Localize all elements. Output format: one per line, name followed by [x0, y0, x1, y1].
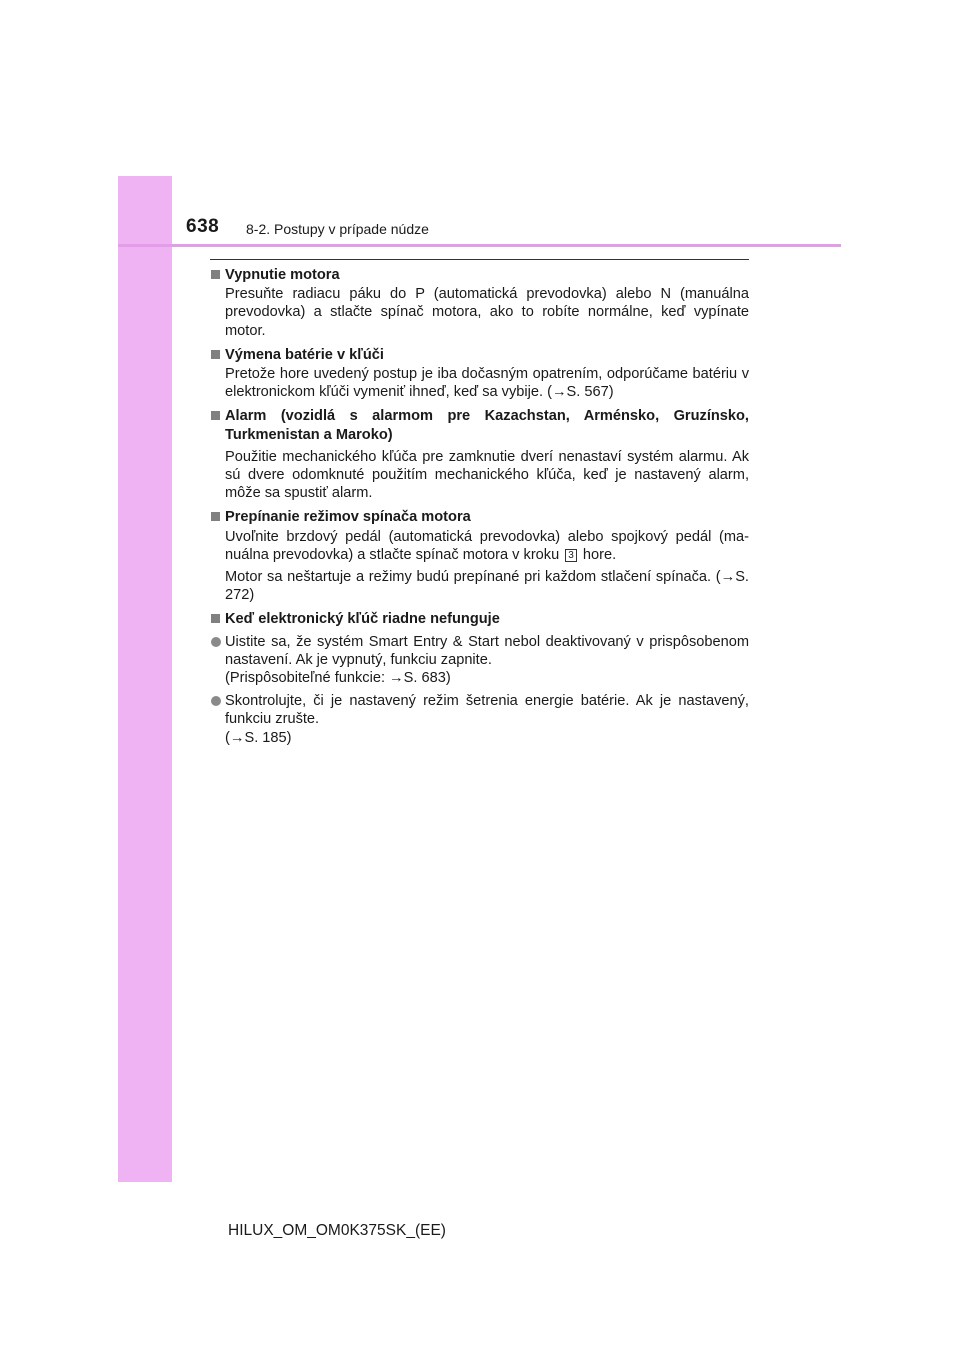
circle-bullet-icon: [211, 637, 221, 647]
step-number-badge: 3: [565, 549, 577, 562]
list-item: Uistite sa, že systém Smart Entry & Start nebol deaktivovaný v prispôsobenom nastavení. Ak je vypnutý, funkciu zapnite. (Prispôsobiteľné funkcie: →S. 683): [210, 633, 749, 688]
page-number: 638: [186, 216, 220, 237]
section-title: Alarm (vozidlá s alarmom pre Kazachstan, Arménsko, Gruzínsko, Turkmenistan a Maroko): [225, 408, 749, 443]
document-code: HILUX_OM_OM0K375SK_(EE): [228, 1222, 446, 1239]
section-key-battery: [210, 346, 749, 402]
header-divider: [118, 244, 841, 247]
section-switch-modes: [210, 508, 749, 604]
section-title: Výmena batérie v kľúči: [225, 346, 384, 363]
square-bullet-icon: [211, 350, 220, 359]
section-text: Uvoľnite brzdový pedál (automatická prevodovka) alebo spojkový pedál (manuálna prevodovka) a stlačte spínač motora v kroku 3 hore.: [225, 528, 749, 563]
section-title: Prepínanie režimov spínača motora: [225, 509, 471, 526]
content-divider: [210, 259, 749, 260]
chapter-title: 8-2. Postupy v prípade núdze: [246, 221, 429, 237]
section-text: Použitie mechanického kľúča pre zamknutie dverí nenastaví systém alarmu. Ak sú dvere odomknuté použitím mechanického kľúča, keď je nastavený alarm, môže sa spustiť alarm.: [225, 448, 749, 502]
circle-bullet-icon: [211, 696, 221, 706]
square-bullet-icon: [211, 270, 220, 279]
section-title: Keď elektronický kľúč riadne nefunguje: [225, 611, 500, 628]
section-text: Motor sa neštartuje a režimy budú prepínané pri každom stlačení spínača. (→S. 272): [225, 569, 749, 604]
page-content: [210, 266, 749, 747]
section-title: Vypnutie motora: [225, 267, 340, 283]
square-bullet-icon: [211, 512, 220, 521]
list-item: Skontrolujte, či je nastavený režim šetrenia energie batérie. Ak je nastavený, funkciu zrušte. (→S. 185): [210, 692, 749, 747]
square-bullet-icon: [211, 411, 220, 420]
section-engine-off: [210, 266, 749, 340]
section-text: Presuňte radiacu páku do P (automatická prevodovka) alebo N (manuálna prevodovka) a stlačte spínač motora, ako to robíte normálne, keď vypínate motor.: [225, 286, 749, 339]
side-color-band: [118, 176, 172, 1182]
section-key-malfunction: [210, 610, 749, 746]
section-text: Pretože hore uvedený postup je iba dočasným opatrením, odporúčame batériu v elektronickom kľúči vymeniť ihneď, keď sa vybije. (→S. 567): [225, 366, 749, 401]
section-alarm: [210, 407, 749, 502]
square-bullet-icon: [211, 614, 220, 623]
